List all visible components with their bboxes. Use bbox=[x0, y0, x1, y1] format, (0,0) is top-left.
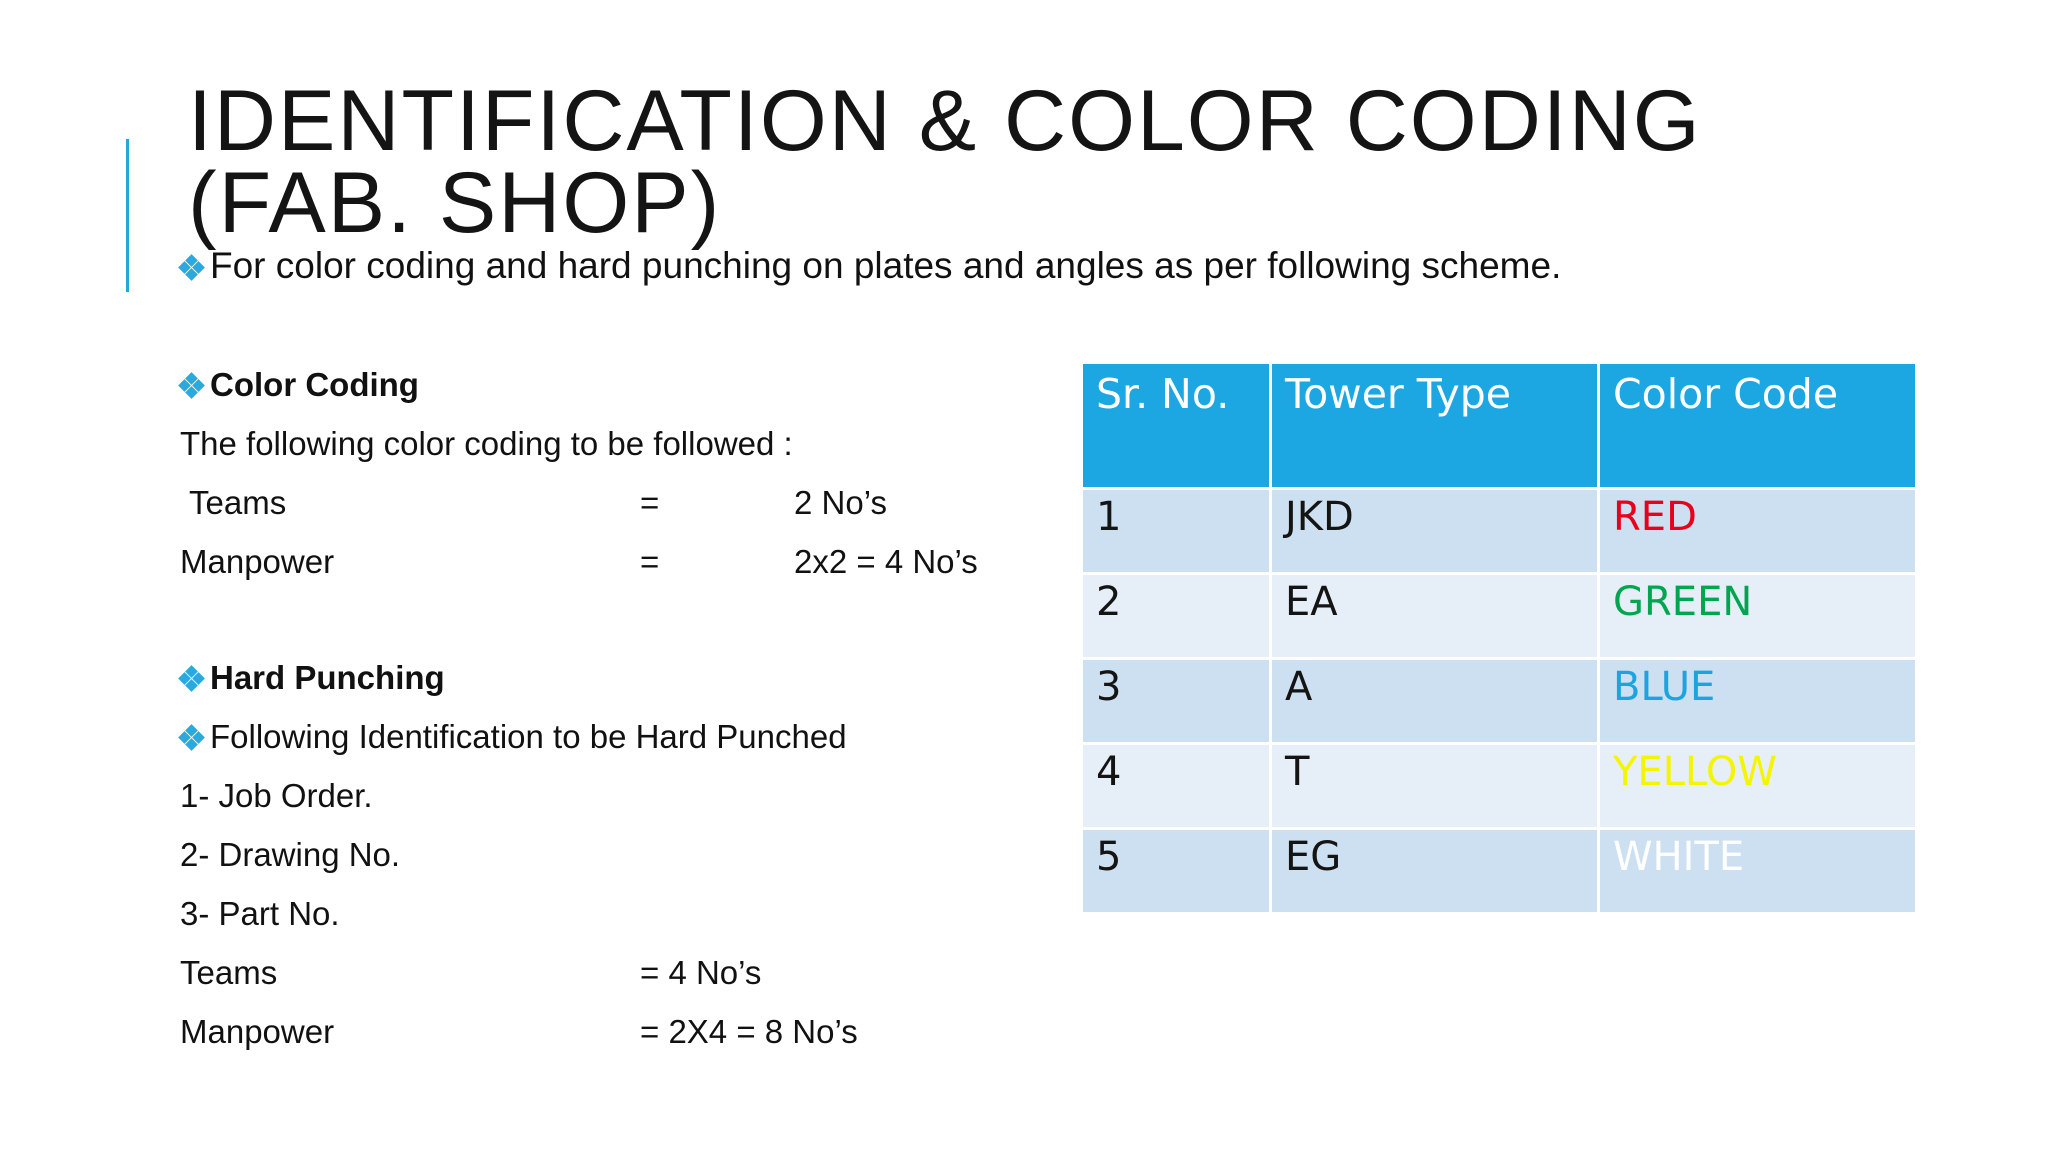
intro-text: For color coding and hard punching on plates and angles as per following scheme. bbox=[210, 245, 1562, 286]
table-row bbox=[1082, 829, 1917, 914]
hard-punching-subheading bbox=[180, 717, 847, 757]
hp-manpower-label: Manpower bbox=[180, 1013, 335, 1050]
cc-teams-label: Teams bbox=[189, 484, 287, 521]
intro-bullet bbox=[180, 244, 1561, 288]
cell-sr: 1 bbox=[1082, 489, 1271, 574]
table-row bbox=[1082, 744, 1917, 829]
diamond-bullet-icon bbox=[180, 256, 204, 280]
hard-punching-heading bbox=[180, 658, 445, 698]
title-accent-bar bbox=[126, 139, 129, 292]
cell-color-code: BLUE bbox=[1599, 659, 1917, 744]
hp-teams-label: Teams bbox=[180, 954, 278, 991]
slide-title bbox=[188, 73, 1702, 251]
hp-manpower-value: = 2X4 = 8 No’s bbox=[640, 1013, 858, 1050]
cell-color-code: GREEN bbox=[1599, 574, 1917, 659]
title-line-2: (FAB. SHOP) bbox=[188, 155, 722, 251]
cell-color-code: YELLOW bbox=[1599, 744, 1917, 829]
hp-teams-value: = 4 No’s bbox=[640, 954, 762, 991]
cc-manpower-value: 2x2 = 4 No’s bbox=[794, 543, 978, 580]
cell-color-code: RED bbox=[1599, 489, 1917, 574]
cell-sr: 3 bbox=[1082, 659, 1271, 744]
title-line-1: IDENTIFICATION & COLOR CODING bbox=[188, 73, 1702, 169]
table-row bbox=[1082, 659, 1917, 744]
cell-tower-type: JKD bbox=[1271, 489, 1599, 574]
cell-tower-type: EG bbox=[1271, 829, 1599, 914]
hp-item-job-order: 1- Job Order. bbox=[180, 777, 373, 814]
cell-tower-type: A bbox=[1271, 659, 1599, 744]
table-row bbox=[1082, 489, 1917, 574]
cell-sr: 4 bbox=[1082, 744, 1271, 829]
cell-sr: 5 bbox=[1082, 829, 1271, 914]
cc-teams-equals: = bbox=[640, 484, 660, 521]
cc-teams-value: 2 No’s bbox=[794, 484, 887, 521]
hp-item-drawing-no: 2- Drawing No. bbox=[180, 836, 401, 873]
cell-tower-type: EA bbox=[1271, 574, 1599, 659]
cell-tower-type: T bbox=[1271, 744, 1599, 829]
cell-color-code: WHITE bbox=[1599, 829, 1917, 914]
diamond-bullet-icon bbox=[180, 667, 204, 691]
hard-punching-subheading-text: Following Identification to be Hard Punched bbox=[210, 718, 847, 755]
cc-manpower-equals: = bbox=[640, 543, 660, 580]
diamond-bullet-icon bbox=[180, 726, 204, 750]
color-coding-description: The following color coding to be followed : bbox=[180, 425, 793, 462]
color-coding-heading-text: Color Coding bbox=[210, 366, 419, 403]
tower-color-table bbox=[1080, 361, 1918, 915]
color-coding-heading bbox=[180, 365, 419, 405]
hp-item-part-no: 3- Part No. bbox=[180, 895, 340, 932]
header-color-code: Color Code bbox=[1599, 363, 1917, 489]
cell-sr: 2 bbox=[1082, 574, 1271, 659]
diamond-bullet-icon bbox=[180, 374, 204, 398]
header-sr-no: Sr. No. bbox=[1082, 363, 1271, 489]
table-header-row bbox=[1082, 363, 1917, 489]
table-row bbox=[1082, 574, 1917, 659]
header-tower-type: Tower Type bbox=[1271, 363, 1599, 489]
cc-manpower-label: Manpower bbox=[180, 543, 335, 580]
hard-punching-heading-text: Hard Punching bbox=[210, 659, 445, 696]
